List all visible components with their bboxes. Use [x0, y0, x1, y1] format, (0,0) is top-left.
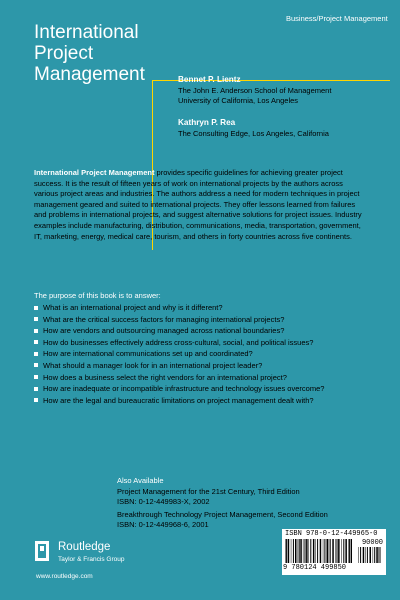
author-affiliation: University of California, Los Angeles [178, 96, 299, 105]
price-code: 90000 [361, 539, 383, 547]
related-book-title: Project Management for the 21st Century, Third Edition [117, 486, 300, 496]
also-available-heading: Also Available [117, 476, 164, 485]
book-title [34, 22, 145, 85]
question-item: How do businesses effectively address cross-cultural, social, and political issues? [34, 337, 384, 349]
isbn-label: ISBN 978-0-12-449965-0 [285, 530, 378, 538]
question-item: How are international communications set up and coordinated? [34, 348, 384, 360]
author-affiliation: The Consulting Edge, Los Angeles, California [178, 128, 329, 138]
purpose-intro: The purpose of this book is to answer: [34, 291, 161, 300]
ean-digits: 9 780124 499850 [283, 564, 347, 572]
purpose-section [34, 291, 384, 406]
also-available [117, 476, 328, 530]
book-description [34, 168, 368, 242]
question-item: How are the legal and bureaucratic limitations on project management dealt with? [34, 395, 384, 407]
question-item: How are inadequate or incompatible infrastructure and technology issues overcome? [34, 383, 384, 395]
publisher-url: www.routledge.com [36, 573, 93, 580]
question-item: What should a manager look for in an international project leader? [34, 360, 384, 372]
category-label: Business/Project Management [286, 14, 388, 23]
title-line-2: Project [34, 43, 94, 64]
barcode [282, 529, 386, 575]
author-1 [178, 75, 331, 107]
author-affiliation: The John E. Anderson School of Management [178, 85, 332, 95]
routledge-logo-icon [35, 541, 49, 561]
related-book-isbn: ISBN: 0-12-449983-X, 2002 [117, 496, 210, 506]
publisher-group: Taylor & Francis Group [58, 556, 125, 563]
description-lead: International Project Management [34, 168, 155, 177]
question-item: What is an international project and why is it different? [34, 302, 384, 314]
title-line-3: Management [34, 64, 145, 85]
barcode-bars [285, 539, 352, 563]
related-book-title: Breakthrough Technology Project Management, Second Edition [117, 510, 328, 520]
description-body: provides specific guidelines for achieving greater project success. It is the result of fifteen years of work on international projects by the authors across various project areas and industries. The authors address a need for modern techniques in project management geared and suited to international projects. They offer lessons learned from failures and problems in international projects, and suggest alternative solutions for project issues. Industry examples include manufacturing, distribution, communications, media, transportation, government, IT, marketing, energy, medical care, tourism, and others in forty countries across five continents. [34, 168, 362, 241]
author-2 [178, 118, 329, 139]
question-item: How does a business select the right vendors for an international project? [34, 372, 384, 384]
barcode-addon-bars [358, 547, 382, 563]
related-book-isbn: ISBN: 0-12-449968-6, 2001 [117, 520, 209, 530]
author-name: Bennet P. Lientz [178, 75, 241, 84]
question-item: What are the critical success factors for managing international projects? [34, 314, 384, 326]
author-name: Kathryn P. Rea [178, 118, 236, 127]
title-line-1: International [34, 22, 139, 43]
question-list [34, 302, 384, 406]
question-item: How are vendors and outsourcing managed across national boundaries? [34, 325, 384, 337]
publisher-name: Routledge [58, 541, 111, 553]
